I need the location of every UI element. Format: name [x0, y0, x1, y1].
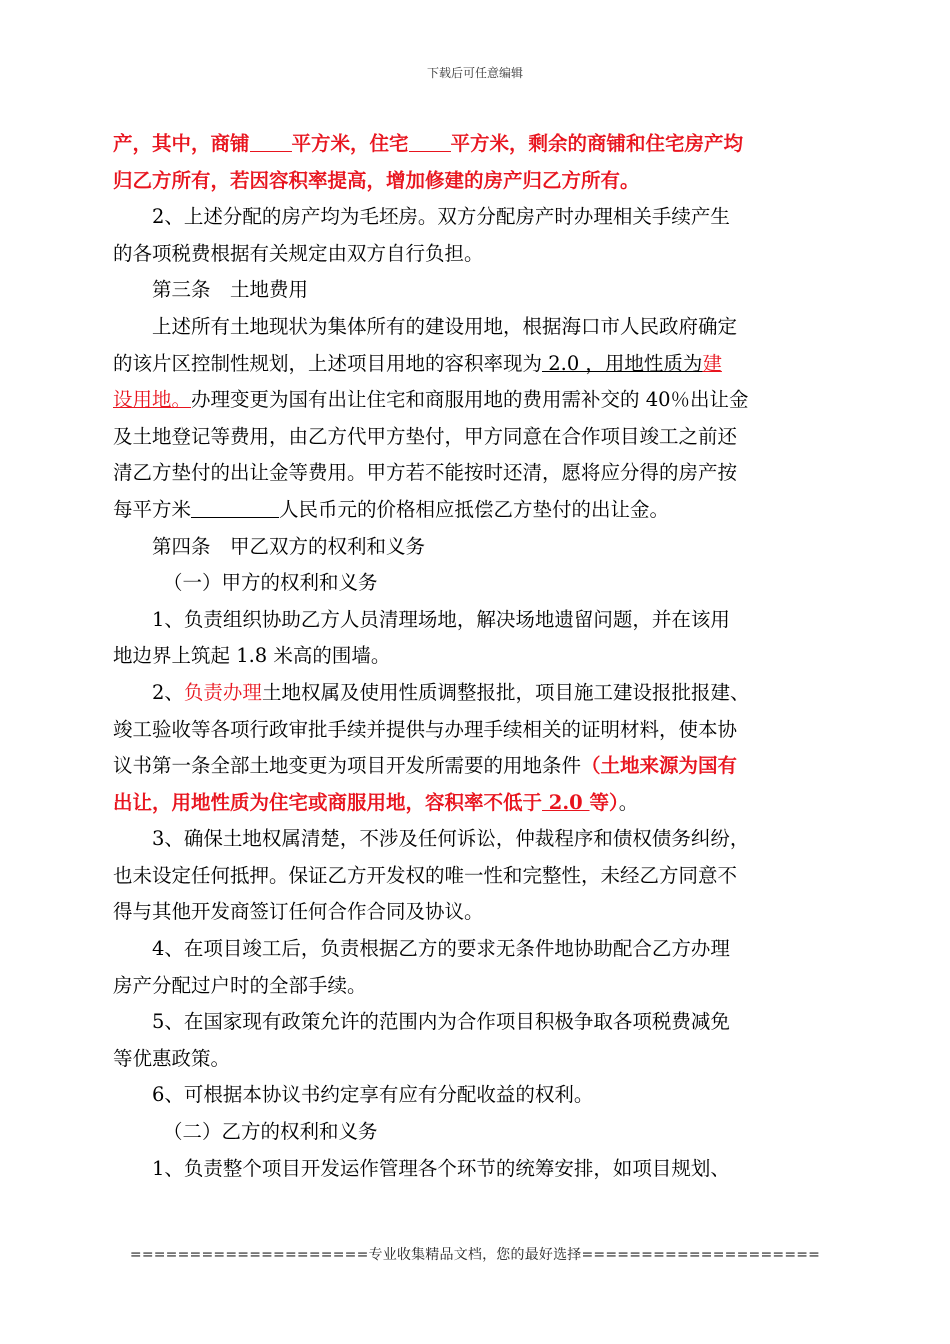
para-1-line-1: 产，其中，商铺 平方米，住宅 平方米，剩余的商铺和住宅房产均	[113, 132, 744, 155]
para-3-line-3: 设用地。办理变更为国有出让住宅和商服用地的费用需补交的 40％出让金	[113, 388, 749, 412]
para-3-line-5: 清乙方垫付的出让金等费用。甲方若不能按时还清，愿将应分得的房产按	[113, 461, 738, 485]
a2-line-4: 出让，用地性质为住宅或商服用地，容积率不低于 2.0 等）。	[113, 790, 639, 814]
para-3-line-6: 每平方米 人民币元的价格相应抵偿乙方垫付的出让金。	[113, 497, 670, 521]
b1-line-1: 1、负责整个项目开发运作管理各个环节的统筹安排，如项目规划、	[152, 1156, 730, 1180]
a3-line-1: 3、确保土地权属清楚，不涉及任何诉讼，仲裁程序和债权债务纠纷，	[152, 827, 750, 851]
page-footer: ====================专业收集精品文档，您的最好选择====================	[129, 1247, 821, 1263]
blank-price	[191, 499, 279, 518]
far-value: 2.0 ，用地性质为	[542, 351, 703, 375]
a3-line-3: 得与其他开发商签订任何合作合同及协议。	[113, 900, 484, 924]
para-2-line-2: 的各项税费根据有关规定由双方自行负担。	[113, 241, 484, 265]
land-use-nature: 设用地。	[113, 388, 192, 412]
party-a-title: （一）甲方的权利和义务	[163, 571, 378, 595]
para-3-line-1: 上述所有土地现状为集体所有的建设用地，根据海口市人民政府确定	[152, 314, 738, 338]
a4-line-1: 4、在项目竣工后，负责根据乙方的要求无条件地协助配合乙方办理	[152, 937, 730, 961]
min-far-value: 2.0	[542, 790, 590, 814]
a5-line-2: 等优惠政策。	[113, 1046, 231, 1070]
document-body	[113, 126, 838, 1187]
article-4-title: 第四条 甲乙双方的权利和义务	[152, 534, 426, 558]
a5-line-1: 5、在国家现有政策允许的范围内为合作项目积极争取各项税费减免	[152, 1010, 730, 1034]
a2-line-1: 2、负责办理土地权属及使用性质调整报批，项目施工建设报批报建、	[152, 680, 750, 704]
party-b-title: （二）乙方的权利和义务	[163, 1120, 378, 1144]
a6-line-1: 6、可根据本协议书约定享有应有分配收益的权利。	[152, 1083, 594, 1107]
blank-shop-area	[250, 133, 292, 152]
a2-line-2: 竣工验收等各项行政审批手续并提供与办理手续相关的证明材料，使本协	[113, 717, 738, 741]
a1-line-2: 地边界上筑起 1.8 米高的围墙。	[113, 644, 391, 668]
a4-line-2: 房产分配过户时的全部手续。	[113, 973, 367, 997]
para-2-line-1: 2、上述分配的房产均为毛坯房。双方分配房产时办理相关手续产生	[152, 205, 730, 229]
a2-line-3: 议书第一条全部土地变更为项目开发所需要的用地条件（土地来源为国有	[113, 754, 738, 778]
blank-residence-area	[409, 133, 451, 152]
article-3-title: 第三条 土地费用	[152, 278, 309, 302]
para-3-line-2: 的该片区控制性规划，上述项目用地的容积率现为 2.0 ，用地性质为建	[113, 351, 722, 375]
page-header: 下载后可任意编辑	[426, 66, 523, 80]
a1-line-1: 1、负责组织协助乙方人员清理场地，解决场地遗留问题，并在该用	[152, 607, 730, 631]
para-1-line-2: 归乙方所有，若因容积率提高，增加修建的房产归乙方所有。	[113, 168, 640, 192]
para-3-line-4: 及土地登记等费用，由乙方代甲方垫付，甲方同意在合作项目竣工之前还	[113, 424, 738, 448]
a3-line-2: 也未设定任何抵押。保证乙方开发权的唯一性和完整性，未经乙方同意不	[113, 863, 738, 887]
